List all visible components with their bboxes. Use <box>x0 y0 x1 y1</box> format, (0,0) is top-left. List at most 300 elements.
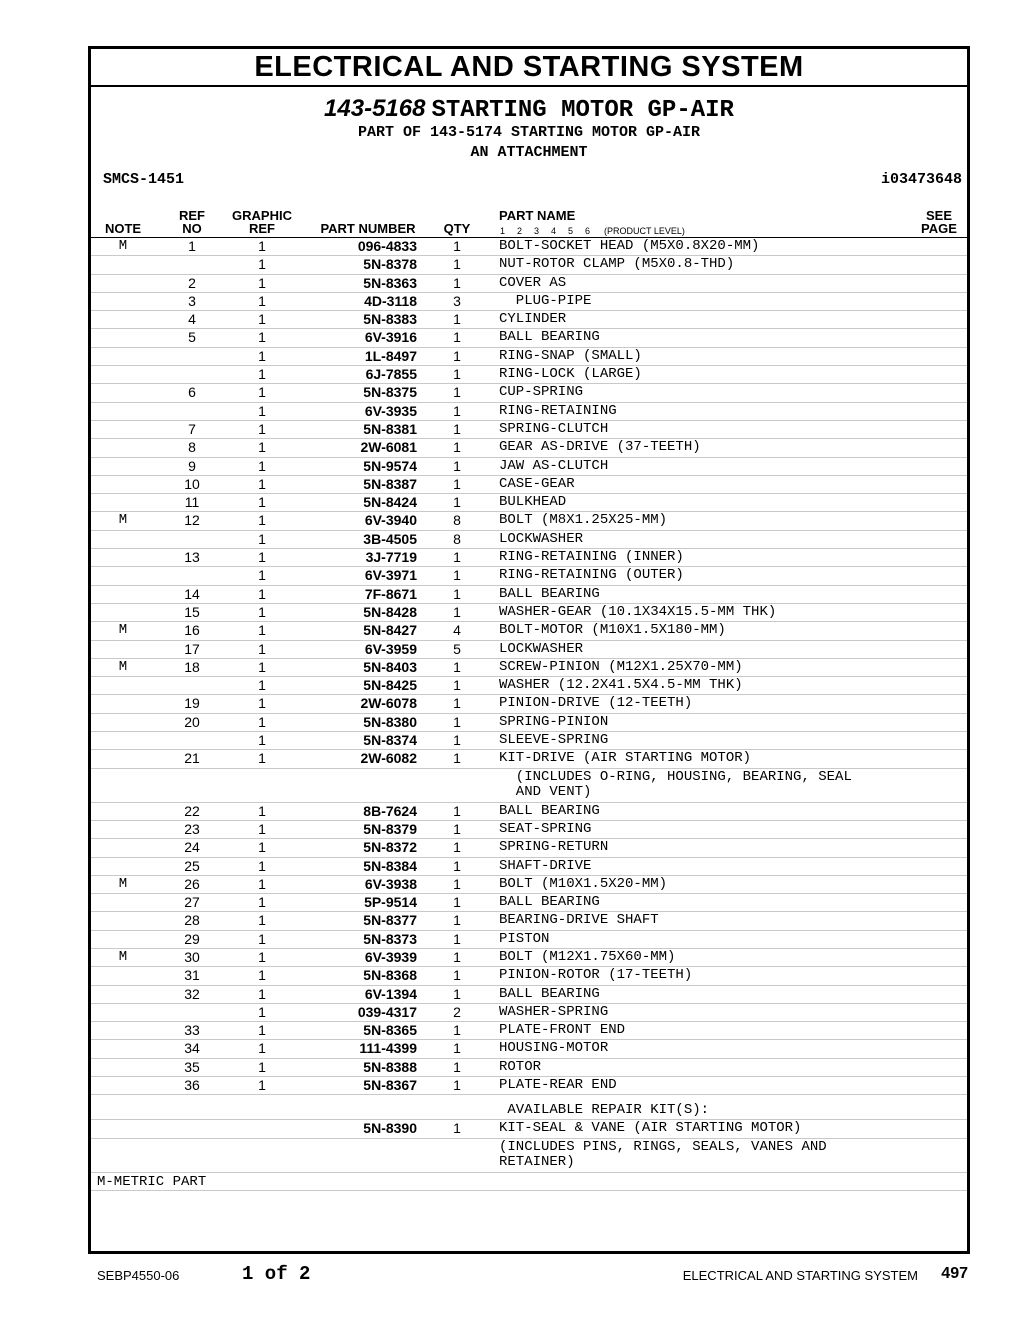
quantity-cell: 1 <box>453 402 461 419</box>
table-row <box>91 531 967 549</box>
ref-number-cell: 19 <box>184 695 200 712</box>
ref-number-cell: 21 <box>184 750 200 767</box>
note-cell: M <box>118 875 128 892</box>
table-row <box>91 476 967 494</box>
quantity-cell: 1 <box>453 875 461 892</box>
section-title: ELECTRICAL AND STARTING SYSTEM <box>91 49 967 87</box>
part-number-cell: 3J-7719 <box>365 549 417 566</box>
table-row <box>91 329 967 347</box>
table-row <box>91 586 967 604</box>
graphic-ref-cell: 1 <box>258 948 266 965</box>
part-name-cell: CYLINDER <box>499 311 567 328</box>
quantity-cell: 1 <box>453 658 461 675</box>
part-name-cell: PLUG-PIPE <box>499 292 592 309</box>
part-name-cell: BOLT (M8X1.25X25-MM) <box>499 512 668 529</box>
part-name-cell: CASE-GEAR <box>499 475 575 492</box>
table-row <box>91 821 967 839</box>
table-row <box>91 458 967 476</box>
part-number-cell: 6V-3916 <box>364 329 417 346</box>
document-identifier: i03473648 <box>880 171 962 188</box>
part-name-cell: SHAFT-DRIVE <box>499 857 592 874</box>
column-ref-no <box>171 209 213 235</box>
ref-number-cell: 23 <box>184 820 200 837</box>
part-name-cell: WASHER (12.2X41.5X4.5-MM THK) <box>499 677 743 694</box>
graphic-ref-cell: 1 <box>258 329 266 346</box>
ref-number-cell: 14 <box>184 585 200 602</box>
table-row <box>91 912 967 930</box>
footer-section: ELECTRICAL AND STARTING SYSTEM <box>682 1268 918 1283</box>
part-name-cell: RING-RETAINING <box>499 402 617 419</box>
part-name-cell: GEAR AS-DRIVE (37-TEETH) <box>499 439 701 456</box>
part-number-cell: 5N-8378 <box>363 256 417 273</box>
part-name-cell: BALL BEARING <box>499 585 600 602</box>
part-name-cell: (INCLUDES O-RING, HOUSING, BEARING, SEAL AND VENT) <box>515 768 852 800</box>
table-row <box>91 256 967 274</box>
ref-number-cell: 18 <box>184 658 200 675</box>
part-name-cell: BOLT (M10X1.5X20-MM) <box>499 875 668 892</box>
part-number-cell: 5N-8427 <box>363 622 417 639</box>
graphic-ref-cell: 1 <box>258 802 266 819</box>
quantity-cell: 1 <box>453 420 461 437</box>
part-name-cell: LOCKWASHER <box>499 530 584 547</box>
graphic-ref-cell: 1 <box>258 1058 266 1075</box>
ref-number-cell: 35 <box>184 1058 200 1075</box>
part-name-cell: SPRING-CLUTCH <box>499 420 609 437</box>
ref-number-cell: 5 <box>188 329 196 346</box>
part-name-cell: PISTON <box>499 930 550 947</box>
quantity-cell: 1 <box>453 1040 461 1057</box>
part-name-cell: SCREW-PINION (M12X1.25X70-MM) <box>499 658 743 675</box>
graphic-ref-cell: 1 <box>258 640 266 657</box>
table-row <box>91 695 967 713</box>
part-name-cell: (INCLUDES PINS, RINGS, SEALS, VANES AND RETAINER) <box>499 1138 827 1170</box>
table-row <box>91 750 967 768</box>
quantity-cell: 1 <box>453 256 461 273</box>
quantity-cell: 3 <box>453 292 461 309</box>
title-part-name: STARTING MOTOR GP-AIR <box>431 97 734 124</box>
quantity-cell: 1 <box>453 1077 461 1094</box>
graphic-ref-cell: 1 <box>258 750 266 767</box>
quantity-cell: 1 <box>453 695 461 712</box>
part-number-cell: 4D-3118 <box>364 292 417 309</box>
part-number-cell: 5N-8373 <box>363 930 417 947</box>
graphic-ref-cell: 1 <box>258 256 266 273</box>
table-row <box>91 494 967 512</box>
graphic-ref-cell: 1 <box>258 311 266 328</box>
quantity-cell: 8 <box>453 530 461 547</box>
part-name-cell: COVER AS <box>499 274 567 291</box>
table-row <box>91 949 967 967</box>
part-name-cell: PINION-DRIVE (12-TEETH) <box>499 695 693 712</box>
part-number-cell: 2W-6082 <box>360 750 417 767</box>
level-6: 6 <box>585 226 591 236</box>
quantity-cell: 1 <box>453 366 461 383</box>
part-name-cell: SPRING-RETURN <box>499 839 609 856</box>
note-cell: M <box>118 658 128 675</box>
part-number-cell: 6V-3959 <box>364 640 417 657</box>
table-row <box>91 931 967 949</box>
column-ref-top: REF <box>179 208 205 223</box>
graphic-ref-cell: 1 <box>258 530 266 547</box>
quantity-cell: 1 <box>453 985 461 1002</box>
part-number-cell: 6V-3938 <box>364 875 417 892</box>
quantity-cell: 1 <box>453 475 461 492</box>
table-row <box>91 967 967 985</box>
quantity-cell: 1 <box>453 549 461 566</box>
column-graphic-bottom: REF <box>249 221 275 236</box>
table-column-headers <box>91 199 967 238</box>
parts-table-body <box>91 238 967 1173</box>
level-5: 5 <box>568 226 574 236</box>
quantity-cell: 1 <box>453 732 461 749</box>
part-number-cell: 5N-8377 <box>363 912 417 929</box>
graphic-ref-cell: 1 <box>258 238 266 254</box>
part-name-cell: BEARING-DRIVE SHAFT <box>499 912 659 929</box>
column-part-name: PART NAME <box>499 208 576 223</box>
part-number-cell: 5N-8372 <box>363 839 417 856</box>
part-name-cell: PLATE-REAR END <box>499 1077 617 1094</box>
part-number-cell: 5N-8403 <box>363 658 417 675</box>
ref-number-cell: 13 <box>184 549 200 566</box>
ref-number-cell: 26 <box>184 875 200 892</box>
quantity-cell: 1 <box>453 311 461 328</box>
part-name-cell: LOCKWASHER <box>499 640 584 657</box>
graphic-ref-cell: 1 <box>258 677 266 694</box>
part-number-cell: 5N-8424 <box>363 494 417 511</box>
footnote-row <box>91 1173 967 1191</box>
graphic-ref-cell: 1 <box>258 1077 266 1094</box>
column-graphic-ref <box>229 209 295 235</box>
part-name-cell: BALL BEARING <box>499 802 600 819</box>
table-row <box>91 384 967 402</box>
ref-number-cell: 25 <box>184 857 200 874</box>
graphic-ref-cell: 1 <box>258 347 266 364</box>
column-graphic-top: GRAPHIC <box>232 208 292 223</box>
part-name-cell: WASHER-SPRING <box>499 1003 609 1020</box>
ref-number-cell: 3 <box>188 292 196 309</box>
graphic-ref-cell: 1 <box>258 1040 266 1057</box>
ref-number-cell: 17 <box>184 640 200 657</box>
table-row <box>91 348 967 366</box>
part-name-cell: PINION-ROTOR (17-TEETH) <box>499 967 693 984</box>
part-name-cell: CUP-SPRING <box>499 384 584 401</box>
graphic-ref-cell: 1 <box>258 384 266 401</box>
page-header <box>91 87 967 199</box>
part-name-cell: NUT-ROTOR CLAMP (M5X0.8-THD) <box>499 256 735 273</box>
ref-number-cell: 34 <box>184 1040 200 1057</box>
graphic-ref-cell: 1 <box>258 912 266 929</box>
part-name-cell: SEAT-SPRING <box>499 820 592 837</box>
part-name-cell: BOLT (M12X1.75X60-MM) <box>499 948 676 965</box>
part-number-cell: 6V-3971 <box>364 567 417 584</box>
graphic-ref-cell: 1 <box>258 292 266 309</box>
part-name-cell: SPRING-PINION <box>499 713 609 730</box>
ref-number-cell: 32 <box>184 985 200 1002</box>
ref-number-cell: 2 <box>188 274 196 291</box>
table-row <box>91 769 967 803</box>
quantity-cell: 1 <box>453 585 461 602</box>
column-note: NOTE <box>104 221 142 236</box>
level-1: 1 <box>500 226 506 236</box>
ref-number-cell: 9 <box>188 457 196 474</box>
metric-footnote: M-METRIC PART <box>97 1173 207 1190</box>
table-row <box>91 677 967 695</box>
part-name-cell: RING-RETAINING (INNER) <box>499 549 684 566</box>
table-row <box>91 366 967 384</box>
quantity-cell: 1 <box>453 802 461 819</box>
quantity-cell: 1 <box>453 894 461 911</box>
table-row <box>91 1004 967 1022</box>
level-2: 2 <box>517 226 523 236</box>
table-row <box>91 732 967 750</box>
graphic-ref-cell: 1 <box>258 439 266 456</box>
ref-number-cell: 11 <box>184 494 200 511</box>
ref-number-cell: 22 <box>184 802 200 819</box>
graphic-ref-cell: 1 <box>258 732 266 749</box>
part-name-cell: ROTOR <box>499 1058 542 1075</box>
ref-number-cell: 15 <box>184 603 200 620</box>
ref-number-cell: 36 <box>184 1077 200 1094</box>
part-name-cell: BOLT-SOCKET HEAD (M5X0.8X20-MM) <box>499 238 760 254</box>
part-name-cell: BALL BEARING <box>499 329 600 346</box>
part-name-cell: WASHER-GEAR (10.1X34X15.5-MM THK) <box>499 603 777 620</box>
quantity-cell: 1 <box>453 384 461 401</box>
table-row <box>91 1022 967 1040</box>
table-row <box>91 714 967 732</box>
ref-number-cell: 10 <box>184 475 200 492</box>
table-row <box>91 403 967 421</box>
level-4: 4 <box>551 226 557 236</box>
table-row <box>91 293 967 311</box>
table-row <box>91 549 967 567</box>
table-row <box>91 604 967 622</box>
quantity-cell: 1 <box>453 1120 461 1137</box>
part-number-cell: 5N-9574 <box>363 457 417 474</box>
part-number-cell: 8B-7624 <box>363 802 417 819</box>
part-name-cell: JAW AS-CLUTCH <box>499 457 609 474</box>
table-row <box>91 512 967 530</box>
part-number-cell: 5N-8375 <box>363 384 417 401</box>
part-number-cell: 5P-9514 <box>364 894 417 911</box>
graphic-ref-cell: 1 <box>258 585 266 602</box>
graphic-ref-cell: 1 <box>258 494 266 511</box>
ref-number-cell: 16 <box>184 622 200 639</box>
part-name-cell: RING-RETAINING (OUTER) <box>499 567 684 584</box>
part-number-cell: 5N-8383 <box>363 311 417 328</box>
note-cell: M <box>118 622 128 639</box>
quantity-cell: 1 <box>453 750 461 767</box>
quantity-cell: 8 <box>453 512 461 529</box>
product-level-scale <box>500 226 685 236</box>
quantity-cell: 4 <box>453 622 461 639</box>
part-number-cell: 6J-7855 <box>365 366 417 383</box>
graphic-ref-cell: 1 <box>258 713 266 730</box>
graphic-ref-cell: 1 <box>258 457 266 474</box>
ref-number-cell: 30 <box>184 948 200 965</box>
graphic-ref-cell: 1 <box>258 875 266 892</box>
part-name-cell: RING-SNAP (SMALL) <box>499 347 642 364</box>
table-row <box>91 1040 967 1058</box>
page-title <box>91 95 967 125</box>
part-number-cell: 7F-8671 <box>364 585 417 602</box>
part-name-cell: SLEEVE-SPRING <box>499 732 609 749</box>
part-name-cell: AVAILABLE REPAIR KIT(S): <box>499 1102 710 1119</box>
graphic-ref-cell: 1 <box>258 402 266 419</box>
level-3: 3 <box>534 226 540 236</box>
column-see-bottom: PAGE <box>921 221 957 236</box>
quantity-cell: 1 <box>453 713 461 730</box>
ref-number-cell: 12 <box>184 512 200 529</box>
ref-number-cell: 29 <box>184 930 200 947</box>
part-number-cell: 2W-6081 <box>360 439 417 456</box>
graphic-ref-cell: 1 <box>258 475 266 492</box>
part-number-cell: 111-4399 <box>359 1040 417 1057</box>
part-number-cell: 2W-6078 <box>360 695 417 712</box>
table-row <box>91 986 967 1004</box>
graphic-ref-cell: 1 <box>258 366 266 383</box>
ref-number-cell: 31 <box>184 967 200 984</box>
quantity-cell: 1 <box>453 967 461 984</box>
graphic-ref-cell: 1 <box>258 1022 266 1039</box>
quantity-cell: 1 <box>453 567 461 584</box>
note-cell: M <box>118 948 128 965</box>
quantity-cell: 5 <box>453 640 461 657</box>
part-number-cell: 5N-8428 <box>363 603 417 620</box>
part-number-cell: 5N-8374 <box>363 732 417 749</box>
graphic-ref-cell: 1 <box>258 1003 266 1020</box>
quantity-cell: 1 <box>453 912 461 929</box>
table-row <box>91 567 967 585</box>
part-number-cell: 096-4833 <box>357 238 417 254</box>
part-name-cell: BALL BEARING <box>499 894 600 911</box>
ref-number-cell: 7 <box>188 420 196 437</box>
column-see-page <box>909 209 969 235</box>
quantity-cell: 1 <box>453 820 461 837</box>
graphic-ref-cell: 1 <box>258 930 266 947</box>
part-number-cell: 5N-8363 <box>363 274 417 291</box>
quantity-cell: 1 <box>453 857 461 874</box>
graphic-ref-cell: 1 <box>258 820 266 837</box>
note-cell: M <box>118 238 128 254</box>
part-number-cell: 5N-8380 <box>363 713 417 730</box>
table-row <box>91 876 967 894</box>
graphic-ref-cell: 1 <box>258 274 266 291</box>
quantity-cell: 1 <box>453 677 461 694</box>
subtitle-attachment: AN ATTACHMENT <box>470 144 588 161</box>
footer-page-of: 1 of 2 <box>242 1263 311 1285</box>
graphic-ref-cell: 1 <box>258 658 266 675</box>
graphic-ref-cell: 1 <box>258 985 266 1002</box>
quantity-cell: 1 <box>453 1058 461 1075</box>
part-number-cell: 5N-8379 <box>363 820 417 837</box>
quantity-cell: 1 <box>453 930 461 947</box>
subtitle-part-of: PART OF 143-5174 STARTING MOTOR GP-AIR <box>357 124 701 141</box>
ref-number-cell: 6 <box>188 384 196 401</box>
part-name-cell: KIT-DRIVE (AIR STARTING MOTOR) <box>499 750 752 767</box>
graphic-ref-cell: 1 <box>258 420 266 437</box>
quantity-cell: 1 <box>453 603 461 620</box>
part-number-cell: 5N-8425 <box>363 677 417 694</box>
table-row <box>91 894 967 912</box>
table-row <box>91 659 967 677</box>
smcs-code: SMCS-1451 <box>103 171 185 188</box>
ref-number-cell: 8 <box>188 439 196 456</box>
graphic-ref-cell: 1 <box>258 512 266 529</box>
table-row <box>91 275 967 293</box>
part-number-cell: 5N-8365 <box>363 1022 417 1039</box>
part-name-cell: BULKHEAD <box>499 494 567 511</box>
part-number-cell: 5N-8381 <box>363 420 417 437</box>
table-row <box>91 238 967 256</box>
part-name-cell: HOUSING-MOTOR <box>499 1040 609 1057</box>
part-name-cell: RING-LOCK (LARGE) <box>499 366 642 383</box>
table-row <box>91 439 967 457</box>
table-row <box>91 1077 967 1095</box>
part-name-cell: KIT-SEAL & VANE (AIR STARTING MOTOR) <box>499 1120 802 1137</box>
part-number-cell: 5N-8384 <box>363 857 417 874</box>
part-number-cell: 6V-3935 <box>364 402 417 419</box>
part-number-cell: 5N-8367 <box>363 1077 417 1094</box>
part-name-cell: PLATE-FRONT END <box>499 1022 626 1039</box>
quantity-cell: 1 <box>453 347 461 364</box>
table-row <box>91 1059 967 1077</box>
part-number-cell: 1L-8497 <box>364 347 417 364</box>
table-row <box>91 1095 967 1120</box>
table-row <box>91 1139 967 1173</box>
quantity-cell: 1 <box>453 948 461 965</box>
parts-page-frame <box>88 46 970 1254</box>
ref-number-cell: 28 <box>184 912 200 929</box>
table-row <box>91 803 967 821</box>
table-row <box>91 858 967 876</box>
graphic-ref-cell: 1 <box>258 695 266 712</box>
ref-number-cell: 20 <box>184 713 200 730</box>
quantity-cell: 1 <box>453 329 461 346</box>
graphic-ref-cell: 1 <box>258 549 266 566</box>
graphic-ref-cell: 1 <box>258 839 266 856</box>
part-number-cell: 039-4317 <box>357 1003 417 1020</box>
column-part-number: PART NUMBER <box>320 221 416 236</box>
product-level-label: (PRODUCT LEVEL) <box>604 226 685 236</box>
ref-number-cell: 24 <box>184 839 200 856</box>
table-row <box>91 421 967 439</box>
part-number-cell: 6V-3939 <box>364 948 417 965</box>
part-number-cell: 6V-1394 <box>364 985 417 1002</box>
quantity-cell: 2 <box>453 1003 461 1020</box>
column-see-top: SEE <box>925 208 952 223</box>
graphic-ref-cell: 1 <box>258 622 266 639</box>
ref-number-cell: 1 <box>188 238 196 254</box>
quantity-cell: 1 <box>453 457 461 474</box>
part-number-cell: 3B-4505 <box>363 530 417 547</box>
title-part-number: 143-5168 <box>324 95 426 122</box>
column-qty: QTY <box>443 221 471 236</box>
quantity-cell: 1 <box>453 238 461 254</box>
graphic-ref-cell: 1 <box>258 567 266 584</box>
part-number-cell: 5N-8388 <box>363 1058 417 1075</box>
footer-doc-number: SEBP4550-06 <box>97 1268 180 1283</box>
part-number-cell: 5N-8368 <box>363 967 417 984</box>
table-row <box>91 641 967 659</box>
ref-number-cell: 27 <box>184 894 200 911</box>
ref-number-cell: 4 <box>188 311 196 328</box>
part-name-cell: BALL BEARING <box>499 985 600 1002</box>
quantity-cell: 1 <box>453 439 461 456</box>
graphic-ref-cell: 1 <box>258 967 266 984</box>
footer-page-number: 497 <box>941 1265 968 1282</box>
table-row <box>91 622 967 640</box>
note-cell: M <box>118 512 128 529</box>
